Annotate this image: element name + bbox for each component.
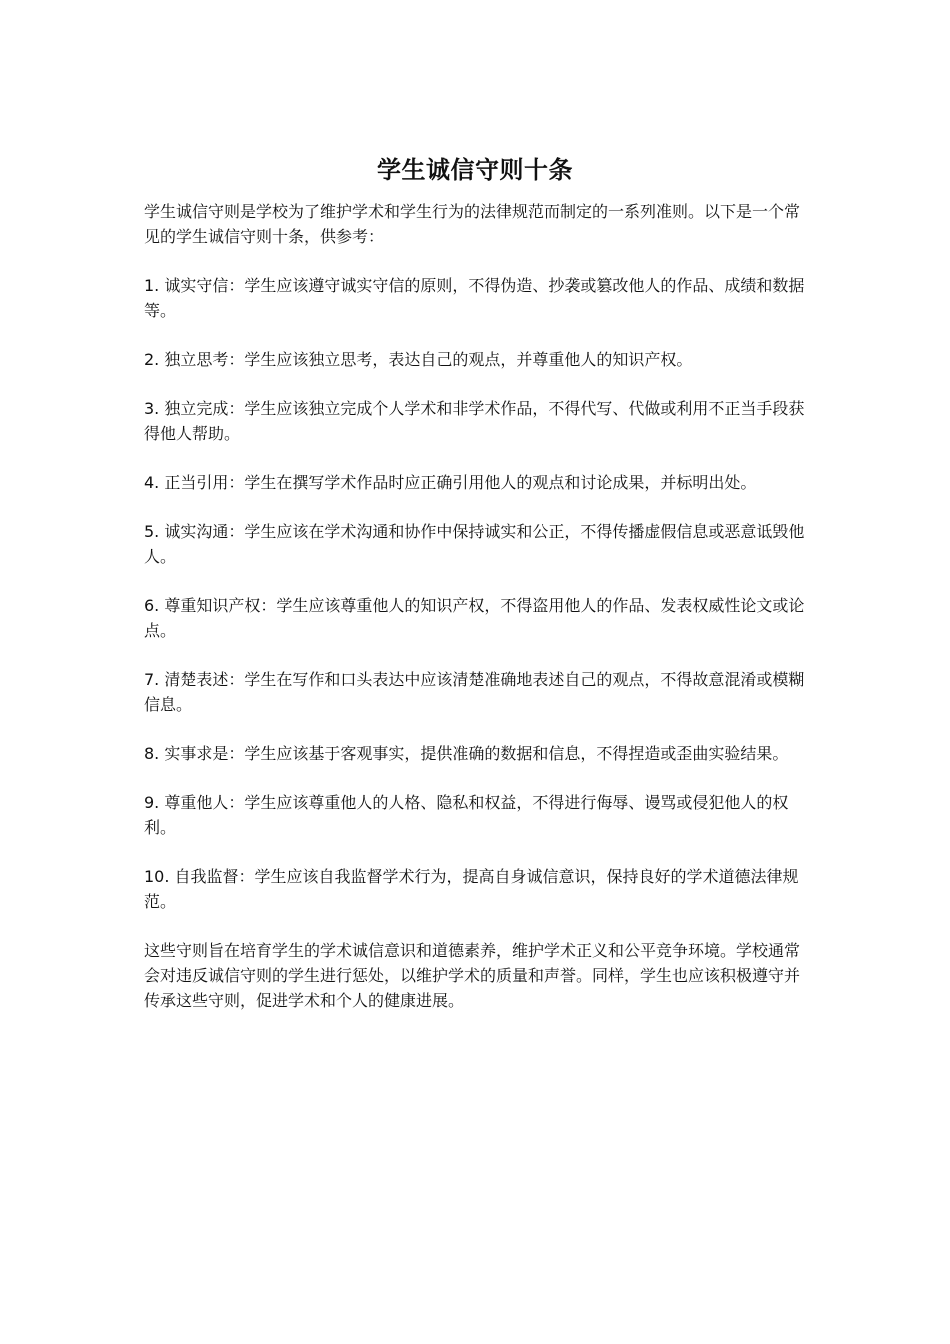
rule-item-2 (144, 347, 812, 372)
rule-text: 学生应该尊重他人的知识产权，不得盗用他人的作品、发表权威性论文或论点。 (144, 596, 805, 640)
conclusion-paragraph: 这些守则旨在培育学生的学术诚信意识和道德素养，维护学术正义和公平竞争环境。学校通常会对违反诚信守则的学生进行惩处，以维护学术的质量和声誉。同样，学生也应该积极遵守并传承这些守则，促进学术和个人的健康进展。 (144, 941, 801, 1010)
intro-paragraph: 学生诚信守则是学校为了维护学术和学生行为的法律规范而制定的一系列准则。以下是一个常见的学生诚信守则十条，供参考： (144, 202, 801, 246)
document-body (144, 199, 812, 1013)
rule-item-4 (144, 470, 812, 495)
rule-item-5 (144, 519, 812, 569)
rule-text: 学生在撰写学术作品时应正确引用他人的观点和讨论成果，并标明出处。 (244, 473, 757, 492)
rule-text: 学生应该独立思考，表达自己的观点，并尊重他人的知识产权。 (244, 350, 693, 369)
rule-text: 学生应该在学术沟通和协作中保持诚实和公正，不得传播虚假信息或恶意诋毁他人。 (144, 522, 805, 566)
rule-text: 学生应该自我监督学术行为，提高自身诚信意识，保持良好的学术道德法律规范。 (144, 867, 799, 911)
rule-heading: 4. 正当引用： (144, 473, 245, 492)
rule-item-7 (144, 667, 812, 717)
rule-heading: 5. 诚实沟通： (144, 522, 245, 541)
rule-heading: 9. 尊重他人： (144, 793, 245, 812)
rule-item-6 (144, 593, 812, 643)
rule-text: 学生在写作和口头表达中应该清楚准确地表述自己的观点，不得故意混淆或模糊信息。 (144, 670, 805, 714)
rule-heading: 7. 清楚表述： (144, 670, 245, 689)
rule-item-1 (144, 273, 812, 323)
rule-item-10 (144, 864, 812, 914)
rule-text: 学生应该尊重他人的人格、隐私和权益，不得进行侮辱、谩骂或侵犯他人的权利。 (144, 793, 789, 837)
rule-heading: 1. 诚实守信： (144, 276, 245, 295)
rule-item-9 (144, 790, 812, 840)
rule-item-8 (144, 741, 812, 766)
rule-text: 学生应该遵守诚实守信的原则，不得伪造、抄袭或篡改他人的作品、成绩和数据等。 (144, 276, 805, 320)
rule-text: 学生应该基于客观事实，提供准确的数据和信息，不得捏造或歪曲实验结果。 (244, 744, 789, 763)
rule-heading: 2. 独立思考： (144, 350, 245, 369)
rule-heading: 3. 独立完成： (144, 399, 245, 418)
rule-item-3 (144, 396, 812, 446)
rule-text: 学生应该独立完成个人学术和非学术作品，不得代写、代做或利用不正当手段获得他人帮助。 (144, 399, 805, 443)
document-title: 学生诚信守则十条 (377, 156, 573, 184)
rule-heading: 8. 实事求是： (144, 744, 245, 763)
rule-heading: 6. 尊重知识产权： (144, 596, 277, 615)
rule-heading: 10. 自我监督： (144, 867, 255, 886)
